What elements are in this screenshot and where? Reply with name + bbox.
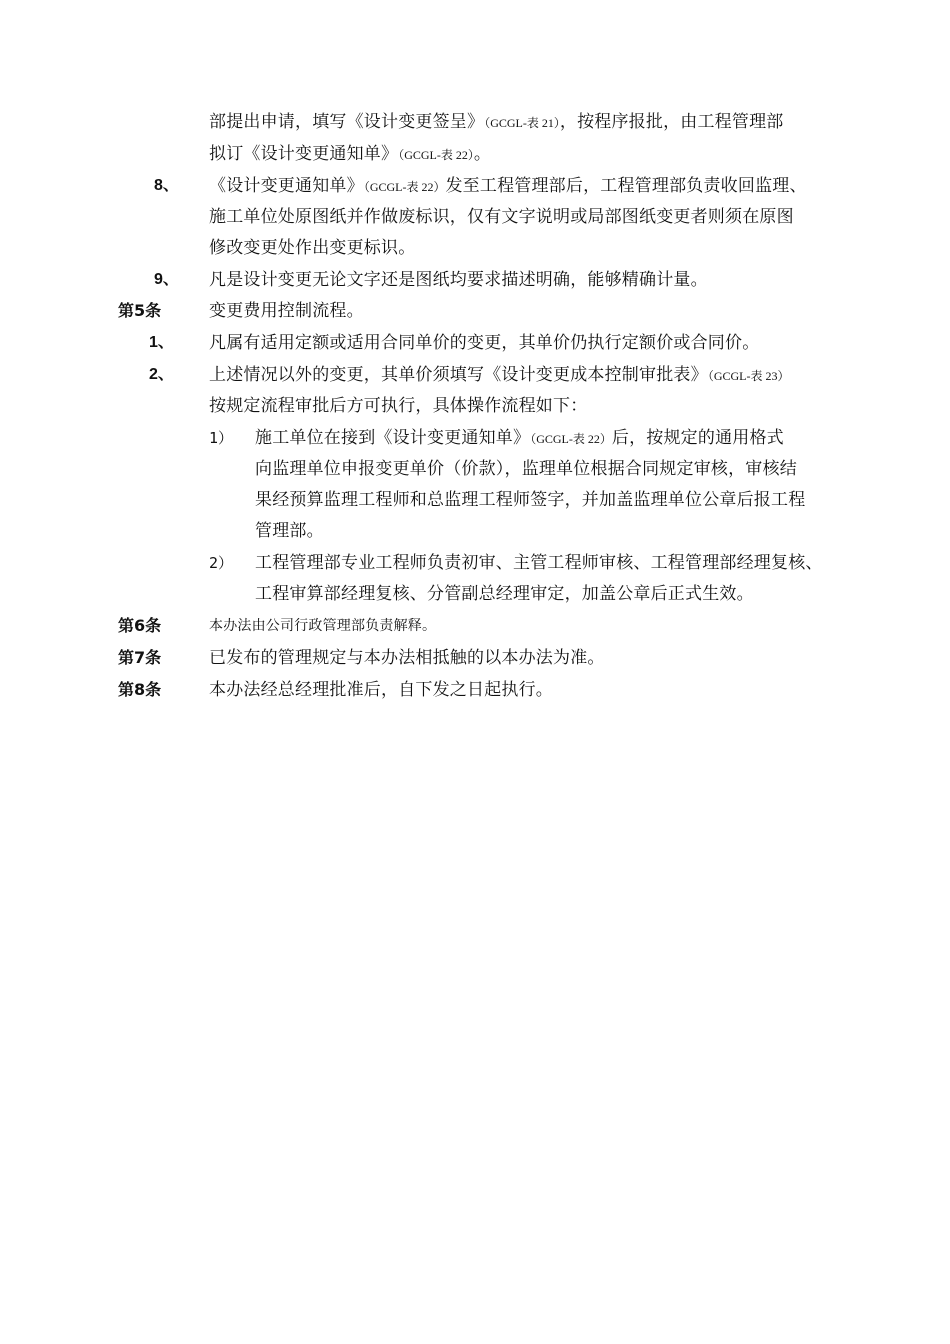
- article-label-5-suffix: 条: [145, 301, 162, 320]
- form-reference: （GCGL-表 22）: [363, 180, 446, 194]
- article-label-8-suffix: 条: [145, 680, 162, 699]
- item8-line-3: 修改变更处作出变更标识。: [209, 238, 416, 258]
- article-label-7-num: 第7: [118, 648, 146, 667]
- sub2-line-1: 工程管理部专业工程师负责初审、主管工程师审核、工程管理部经理复核、: [255, 553, 823, 573]
- article5-item-number-2: 2、: [149, 366, 174, 383]
- article-label-8-num: 第8: [118, 680, 146, 699]
- sub-item-number-2: 2）: [209, 554, 234, 572]
- article-label-7: [118, 646, 161, 671]
- article-label-6-suffix: 条: [145, 616, 162, 635]
- sub1-line-3: 果经预算监理工程师和总监理工程师签字，并加盖监理单位公章后报工程: [255, 490, 806, 510]
- article5-title: 变更费用控制流程。: [209, 301, 364, 321]
- item8-line-2: 施工单位处原图纸并作做废标识，仅有文字说明或局部图纸变更者则须在原图: [209, 207, 794, 227]
- continuation-text-1b: ，按程序报批，由工程管理部: [559, 112, 784, 132]
- article-label-5: [118, 299, 161, 324]
- continuation-text-2a: 拟订《设计变更通知单》: [209, 144, 399, 164]
- article8-text: 本办法经总经理批准后，自下发之日起执行。: [209, 680, 553, 700]
- sub1-line-4: 管理部。: [255, 521, 324, 541]
- article-label-7-suffix: 条: [145, 648, 162, 667]
- item9-text: 凡是设计变更无论文字还是图纸均要求描述明确，能够精确计量。: [209, 270, 708, 290]
- article-label-6-num: 第6: [118, 616, 146, 635]
- item8-text-1a: 《设计变更通知单》: [209, 176, 364, 196]
- sub-item-number-1: 1）: [209, 429, 234, 447]
- sub1-text-1b: 后，按规定的通用格式: [611, 428, 784, 448]
- sub1-line-2: 向监理单位申报变更单价（价款），监理单位根据合同规定审核，审核结: [255, 459, 797, 479]
- article6-text: 本办法由公司行政管理部负责解释。: [209, 618, 437, 634]
- sub1-line-1: [255, 426, 784, 451]
- sub2-line-2: 工程审算部经理复核、分管副总经理审定，加盖公章后正式生效。: [255, 584, 754, 604]
- sub1-text-1a: 施工单位在接到《设计变更通知单》: [255, 428, 531, 448]
- form-reference: （GCGL-表 23）: [707, 369, 790, 383]
- continuation-text-2b: 。: [473, 144, 492, 164]
- item8-text-1b: 发至工程管理部后，工程管理部负责收回监理、: [445, 176, 807, 196]
- form-reference: （GCGL-表 21）: [484, 116, 560, 130]
- article-label-6: [118, 614, 161, 639]
- continuation-line-2: [209, 142, 491, 167]
- article-label-8: [118, 678, 161, 703]
- article5-item2-text-1a: 上述情况以外的变更，其单价须填写《设计变更成本控制审批表》: [209, 365, 708, 385]
- article7-text: 已发布的管理规定与本办法相抵触的以本办法为准。: [209, 648, 605, 668]
- article-label-5-num: 第5: [118, 301, 146, 320]
- article5-item2-line-2: 按规定流程审批后方可执行，具体操作流程如下：: [209, 396, 588, 416]
- continuation-line-1: [209, 110, 783, 135]
- item-number-8: 8、: [154, 177, 179, 194]
- article5-item1-text: 凡属有适用定额或适用合同单价的变更，其单价仍执行定额价或合同价。: [209, 333, 760, 353]
- article5-item-number-1: 1、: [149, 334, 174, 351]
- form-reference: （GCGL-表 22）: [398, 148, 474, 162]
- item-number-9: 9、: [154, 271, 179, 288]
- article5-item2-line-1: [209, 363, 789, 388]
- item8-line-1: [209, 174, 807, 199]
- continuation-text-1a: 部提出申请，填写《设计变更签呈》: [209, 112, 485, 132]
- form-reference: （GCGL-表 22）: [530, 432, 612, 446]
